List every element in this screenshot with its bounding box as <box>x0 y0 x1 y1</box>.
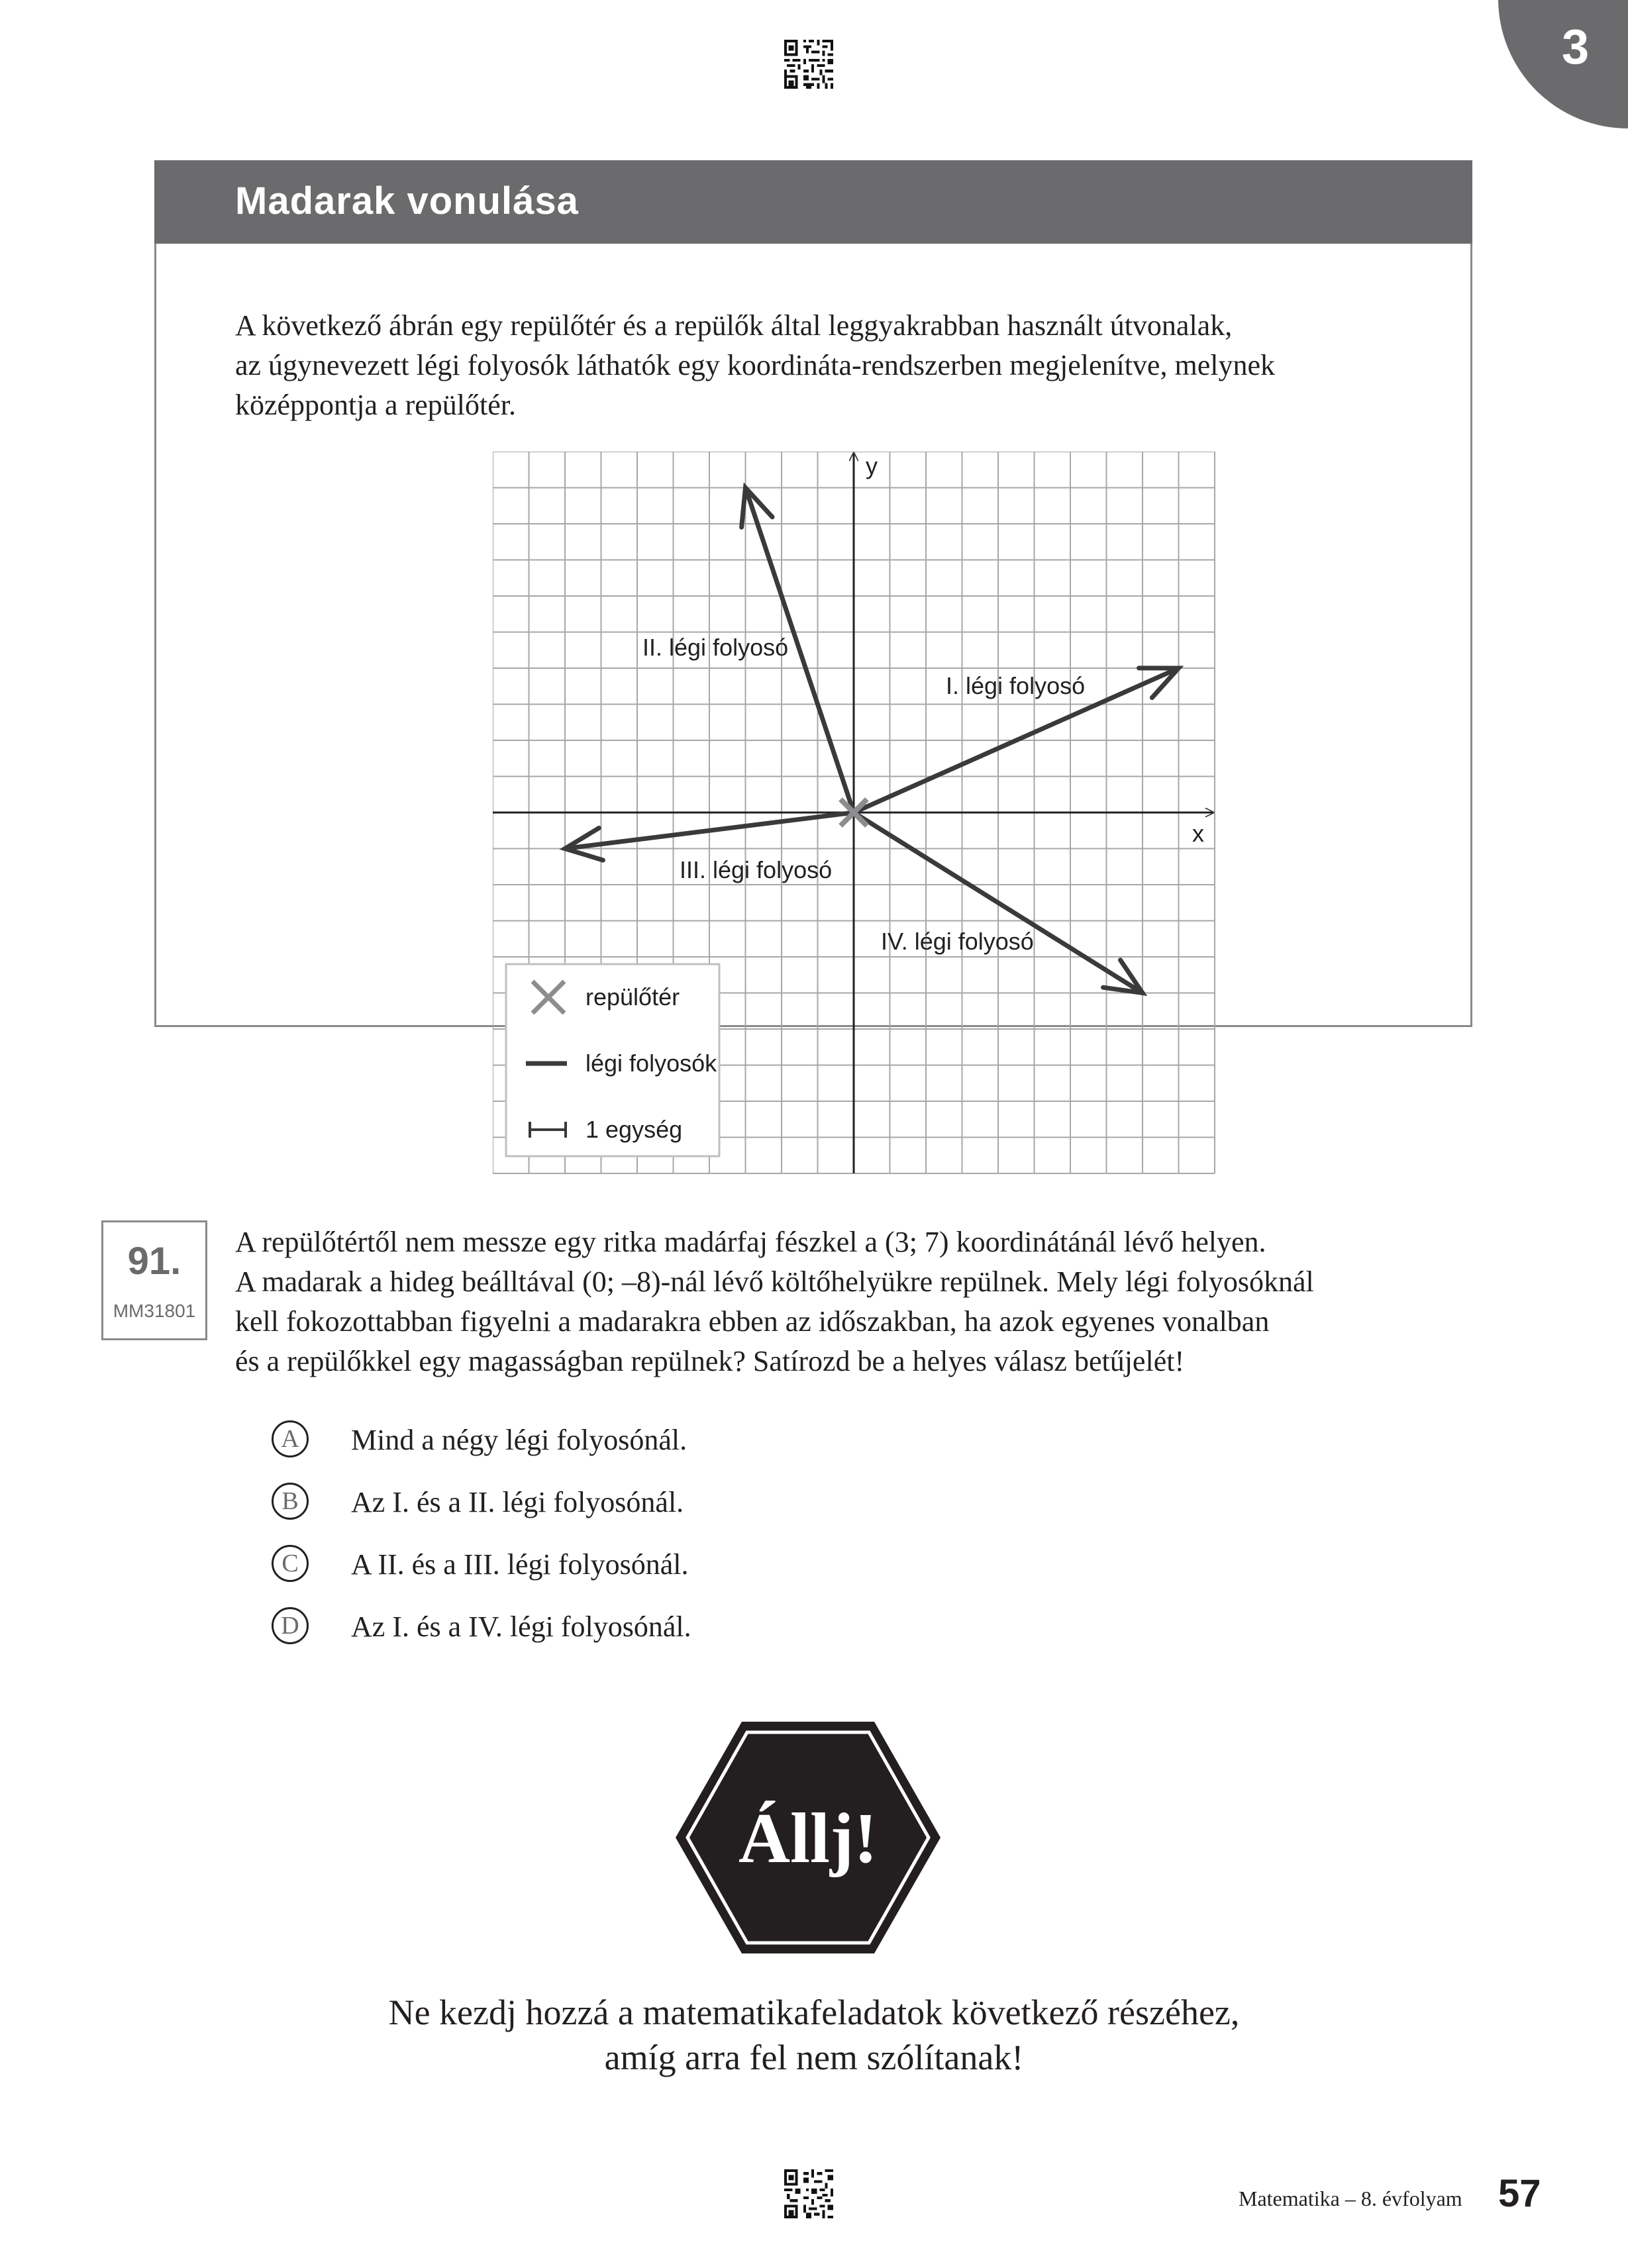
option-d-bubble[interactable]: D <box>272 1607 309 1644</box>
task-number-box <box>101 1220 207 1340</box>
question-line: A madarak a hideg beálltával (0; –8)-nál lévő költőhelyükre repülnek. Mely légi folyosóknál <box>235 1265 1314 1298</box>
legend-label-corridors: légi folyosók <box>585 1050 717 1077</box>
option-a-text: Mind a négy légi folyosónál. <box>351 1424 687 1456</box>
task-title: Madarak vonulása <box>235 179 579 222</box>
corridor-label-ii: II. légi folyosó <box>642 634 789 661</box>
question-line: és a repülőkkel egy magasságban repülnek? Satírozd be a helyes válasz betűjelét! <box>235 1345 1185 1377</box>
footer-subject: Matematika – 8. évfolyam <box>1239 2187 1462 2210</box>
option-d-text: Az I. és a IV. légi folyosónál. <box>351 1610 691 1643</box>
question-line: kell fokozottabban figyelni a madarakra ebben az időszakban, ha azok egyenes vonalban <box>235 1305 1270 1338</box>
option-b-bubble[interactable]: B <box>272 1483 309 1520</box>
y-axis-label: y <box>866 452 878 479</box>
option-b[interactable] <box>272 1483 1199 1524</box>
option-c-text: A II. és a III. légi folyosónál. <box>351 1548 689 1581</box>
stop-message-line: amíg arra fel nem szólítanak! <box>604 2038 1024 2077</box>
task-title-bar <box>154 160 1472 244</box>
stop-hexagon-icon <box>676 1722 941 1953</box>
option-d[interactable] <box>272 1607 1199 1648</box>
intro-line: középpontja a repülőtér. <box>235 389 516 421</box>
legend-label-unit: 1 egység <box>585 1116 683 1143</box>
section-tab <box>1498 0 1628 128</box>
section-tab-number: 3 <box>1562 19 1590 74</box>
option-c[interactable] <box>272 1545 1199 1586</box>
intro-line: az úgynevezett légi folyosók láthatók egy koordináta-rendszerben megjelenítve, melynek <box>235 349 1275 381</box>
coordinate-figure <box>493 452 1221 1180</box>
option-b-text: Az I. és a II. légi folyosónál. <box>351 1486 684 1518</box>
corridor-label-iv: IV. légi folyosó <box>881 928 1034 955</box>
qr-code-bottom <box>782 2167 836 2221</box>
option-a-bubble[interactable]: A <box>272 1420 309 1457</box>
option-a[interactable] <box>272 1420 1199 1461</box>
page-number: 57 <box>1498 2172 1541 2215</box>
intro-line: A következő ábrán egy repülőtér és a repülők által leggyakrabban használt útvonalak, <box>235 309 1233 342</box>
legend <box>506 964 719 1156</box>
question-text <box>235 1222 1467 1381</box>
coordinate-grid-svg <box>493 452 1221 1180</box>
corridor-label-iii: III. légi folyosó <box>680 856 833 883</box>
legend-label-airport: repülőtér <box>585 983 680 1011</box>
x-axis-label: x <box>1192 820 1204 847</box>
task-intro <box>235 306 1454 425</box>
question-line: A repülőtértől nem messze egy ritka madárfaj fészkel a (3; 7) koordinátánál lévő helyen. <box>235 1226 1266 1258</box>
corridor-arrowhead <box>1103 960 1143 993</box>
stop-sign <box>676 1722 941 1953</box>
option-c-bubble[interactable]: C <box>272 1545 309 1582</box>
task-code: MM31801 <box>113 1301 196 1321</box>
stop-sign-text: Állj! <box>738 1799 878 1878</box>
corridor-label-i: I. légi folyosó <box>946 672 1086 699</box>
stop-message-line: Ne kezdj hozzá a matematikafeladatok következő részéhez, <box>388 1993 1240 2032</box>
stop-message <box>0 1990 1628 2080</box>
qr-code-top <box>782 37 836 91</box>
task-number: 91. <box>127 1240 181 1283</box>
